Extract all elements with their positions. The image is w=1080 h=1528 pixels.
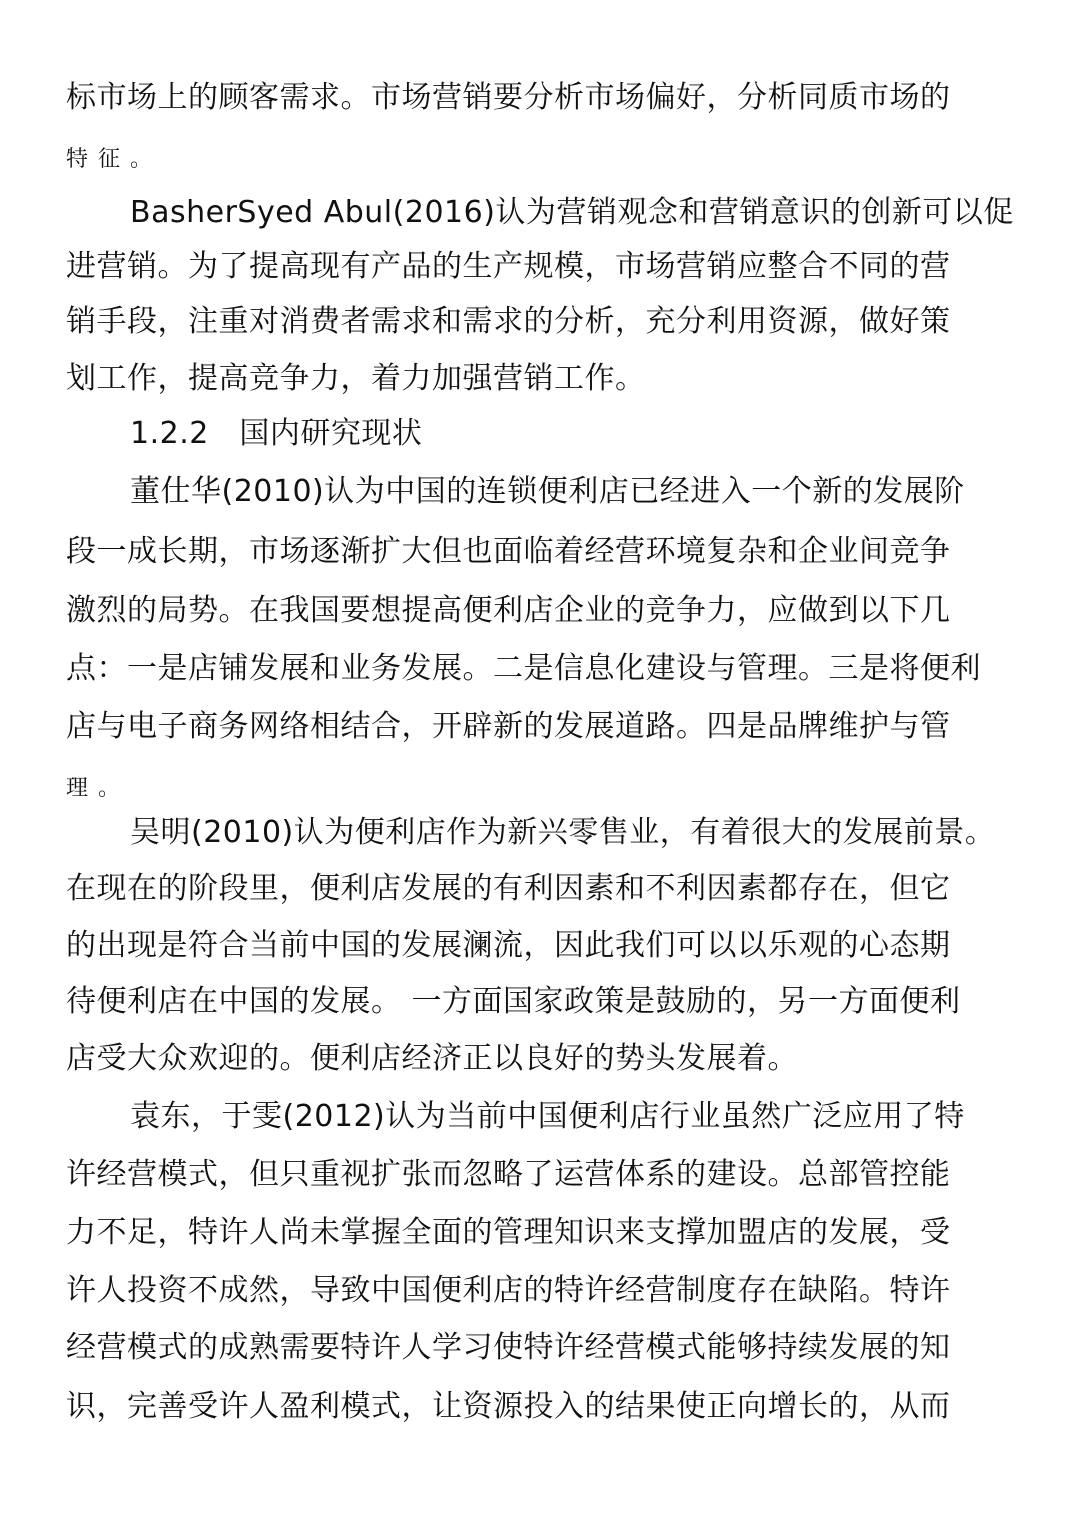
text-line: 识，完善受许人盈利模式，让资源投入的结果使正向增长的，从而 [66, 1389, 951, 1424]
text-line: 销手段，注重对消费者需求和需求的分析，充分利用资源，做好策 [66, 304, 951, 339]
text-line: 理。 [66, 776, 131, 801]
paragraph-start-line: 董仕华(2010)认为中国的连锁便利店已经进入一个新的发展阶 [130, 474, 965, 509]
text-line: 段一成长期，市场逐渐扩大但也面临着经营环境复杂和企业间竞争 [66, 534, 951, 569]
section-heading: 1.2.2 国内研究现状 [130, 416, 423, 451]
text-line: 店受大众欢迎的。便利店经济正以良好的势头发展着。 [66, 1041, 798, 1076]
text-line: 激烈的局势。在我国要想提高便利店企业的竞争力，应做到以下几 [66, 593, 951, 628]
text-line: 点：一是店铺发展和业务发展。二是信息化建设与管理。三是将便利 [66, 651, 981, 686]
text-line: 划工作，提高竞争力，着力加强营销工作。 [66, 361, 646, 396]
text-line: 进营销。为了提高现有产品的生产规模，市场营销应整合不同的营 [66, 249, 951, 284]
text-line: 经营模式的成熟需要特许人学习使特许经营模式能够持续发展的知 [66, 1330, 951, 1365]
text-line: 许经营模式，但只重视扩张而忽略了运营体系的建设。总部管控能 [66, 1157, 951, 1192]
text-line: 店与电子商务网络相结合，开辟新的发展道路。四是品牌维护与管 [66, 709, 951, 744]
paragraph-start-line: 袁东，于雯(2012)认为当前中国便利店行业虽然广泛应用了特 [130, 1099, 965, 1134]
text-line: 力不足，特许人尚未掌握全面的管理知识来支撑加盟店的发展，受 [66, 1215, 951, 1250]
text-line: 特征。 [66, 147, 163, 172]
paragraph-start-line: BasherSyed Abul(2016)认为营销观念和营销意识的创新可以促 [130, 195, 1014, 230]
text-line: 待便利店在中国的发展。 一方面国家政策是鼓励的，另一方面便利 [66, 984, 961, 1019]
text-line: 许人投资不成然，导致中国便利店的特许经营制度存在缺陷。特许 [66, 1273, 951, 1308]
text-line: 在现在的阶段里，便利店发展的有利因素和不利因素都存在，但它 [66, 871, 951, 906]
text-line: 的出现是符合当前中国的发展澜流，因此我们可以以乐观的心态期 [66, 928, 951, 963]
paragraph-start-line: 吴明(2010)认为便利店作为新兴零售业，有着很大的发展前景。 [130, 815, 996, 850]
text-line: 标市场上的顾客需求。市场营销要分析市场偏好，分析同质市场的 [66, 80, 951, 115]
